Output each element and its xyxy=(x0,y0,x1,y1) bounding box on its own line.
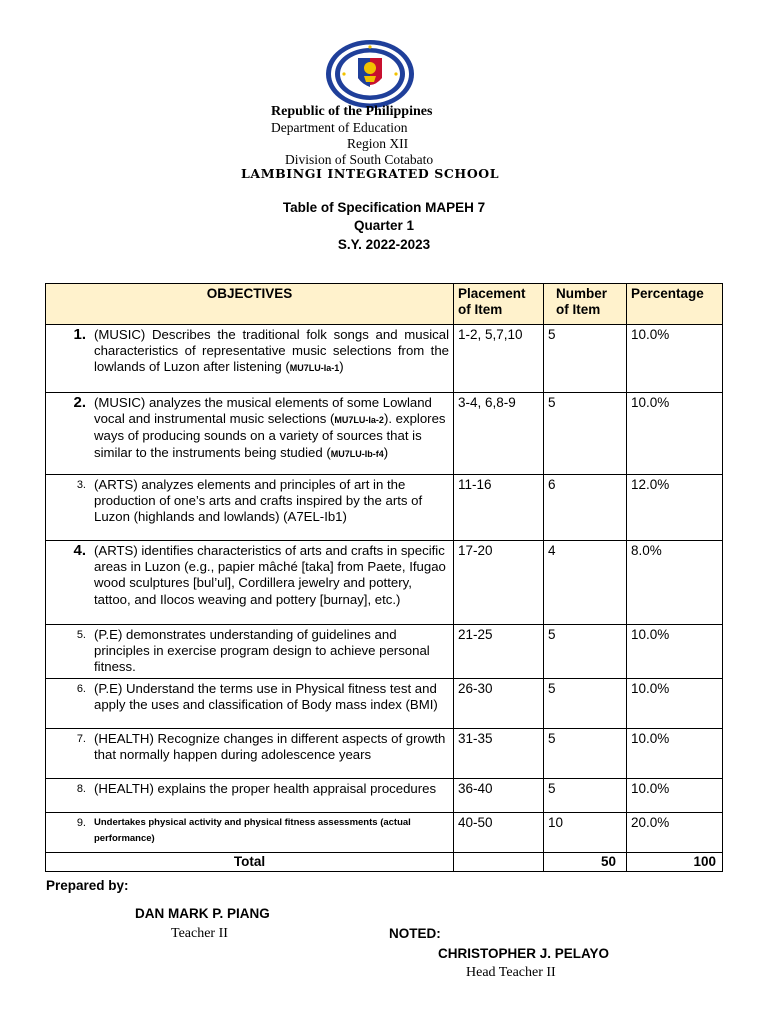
objective-text: (ARTS) identifies characteristics of arts and crafts in specific areas in Luzon (e.g., papier mâché [taka] from Paete, Ifugao wood sculptures [bul’ul], Cordillera jewelry and pottery, tattoo, and Ilocos weaving and pottery [burnay], etc.) xyxy=(94,543,446,607)
division-heading: Division of South Cotabato xyxy=(285,152,434,167)
number-cell: 10 xyxy=(544,812,627,852)
number-header: Number of Item xyxy=(544,284,627,325)
percentage-cell: 10.0% xyxy=(627,728,723,778)
row-number: 6. xyxy=(76,682,86,695)
objective-text: (MUSIC) analyzes the musical elements of some Lowland vocal and instrumental music selections (MU7LU-Ia-2). explores ways of producing sounds on a variety of sources that is similar to the instruments being studied (MU7LU-Ib-f4) xyxy=(94,395,446,460)
objective-text: (HEALTH) explains the proper health appraisal procedures xyxy=(94,780,437,796)
school-year-label: S.Y. 2022-2023 xyxy=(337,237,431,252)
number-cell: 5 xyxy=(544,728,627,778)
table-header-row xyxy=(46,284,723,325)
table-row xyxy=(46,541,723,625)
table-row xyxy=(46,678,723,728)
prepared-by-label: Prepared by: xyxy=(46,878,129,893)
objective-text: Undertakes physical activity and physical fitness assessments (actual performance) xyxy=(94,816,411,844)
placement-cell: 11-16 xyxy=(454,475,544,541)
row-number: 9. xyxy=(76,816,86,829)
total-row xyxy=(46,852,723,871)
percentage-cell: 10.0% xyxy=(627,393,723,475)
objective-text: (P.E) demonstrates understanding of guidelines and principles in exercise program design to achieve personal fitness. xyxy=(94,627,430,675)
table-row xyxy=(46,778,723,812)
placement-cell: 31-35 xyxy=(454,728,544,778)
department-heading: Department of Education xyxy=(271,120,408,135)
percentage-cell: 10.0% xyxy=(627,625,723,679)
placement-cell: 26-30 xyxy=(454,678,544,728)
table-row xyxy=(46,812,723,852)
number-cell: 5 xyxy=(544,325,627,393)
placement-cell: 17-20 xyxy=(454,541,544,625)
row-number: 1. xyxy=(73,326,86,343)
row-number: 7. xyxy=(76,732,86,745)
table-row xyxy=(46,625,723,679)
total-placement xyxy=(454,852,544,871)
placement-header: Placement of Item xyxy=(454,284,544,325)
region-heading: Region XII xyxy=(347,136,409,151)
document-title: Table of Specification MAPEH 7 xyxy=(282,200,486,215)
total-percentage: 100 xyxy=(627,852,723,871)
table-row xyxy=(46,728,723,778)
number-cell: 5 xyxy=(544,393,627,475)
placement-cell: 40-50 xyxy=(454,812,544,852)
quarter-label: Quarter 1 xyxy=(353,218,415,233)
row-number: 5. xyxy=(76,629,86,641)
percentage-cell: 20.0% xyxy=(627,812,723,852)
objective-text: (HEALTH) Recognize changes in different aspects of growth that normally happen during adolescence years xyxy=(94,730,446,762)
objective-text: (P.E) Understand the terms use in Physical fitness test and apply the uses and classification of Body mass index (BMI) xyxy=(94,680,438,712)
republic-heading: Republic of the Philippines xyxy=(271,104,433,119)
percentage-cell: 10.0% xyxy=(627,678,723,728)
objective-text: (ARTS) analyzes elements and principles of art in the production of one’s arts and crafts inspired by the arts of Luzon (highlands and lowlands) (A7EL-Ib1) xyxy=(94,477,423,525)
row-number: 4. xyxy=(73,542,86,559)
percentage-cell: 10.0% xyxy=(627,778,723,812)
row-number: 8. xyxy=(76,782,86,795)
noted-label: NOTED: xyxy=(389,926,441,941)
table-row xyxy=(46,475,723,541)
total-label: Total xyxy=(46,852,454,871)
table-row xyxy=(46,325,723,393)
percentage-header: Percentage xyxy=(627,284,723,325)
number-cell: 5 xyxy=(544,778,627,812)
placement-cell: 1-2, 5,7,10 xyxy=(454,325,544,393)
preparer-name: DAN MARK P. PIANG xyxy=(135,906,270,921)
school-name: LAMBINGI INTEGRATED SCHOOL xyxy=(241,166,500,181)
noter-name: CHRISTOPHER J. PELAYO xyxy=(438,946,610,961)
row-number: 2. xyxy=(73,394,86,411)
noter-role: Head Teacher II xyxy=(466,965,556,980)
table-row xyxy=(46,393,723,475)
total-number: 50 xyxy=(544,852,627,871)
number-cell: 5 xyxy=(544,625,627,679)
placement-cell: 3-4, 6,8-9 xyxy=(454,393,544,475)
row-number: 3. xyxy=(76,479,86,491)
percentage-cell: 12.0% xyxy=(627,475,723,541)
preparer-role: Teacher II xyxy=(171,926,228,941)
deped-seal-icon xyxy=(324,38,416,110)
objective-text: (MUSIC) Describes the traditional folk songs and musical characteristics of representative music selections from the lowlands of Luzon after listening (MU7LU-Ia-1) xyxy=(94,327,449,375)
number-cell: 5 xyxy=(544,678,627,728)
percentage-cell: 10.0% xyxy=(627,325,723,393)
placement-cell: 21-25 xyxy=(454,625,544,679)
percentage-cell: 8.0% xyxy=(627,541,723,625)
number-cell: 4 xyxy=(544,541,627,625)
specification-table xyxy=(45,283,723,872)
placement-cell: 36-40 xyxy=(454,778,544,812)
objectives-header: OBJECTIVES xyxy=(46,284,454,325)
number-cell: 6 xyxy=(544,475,627,541)
